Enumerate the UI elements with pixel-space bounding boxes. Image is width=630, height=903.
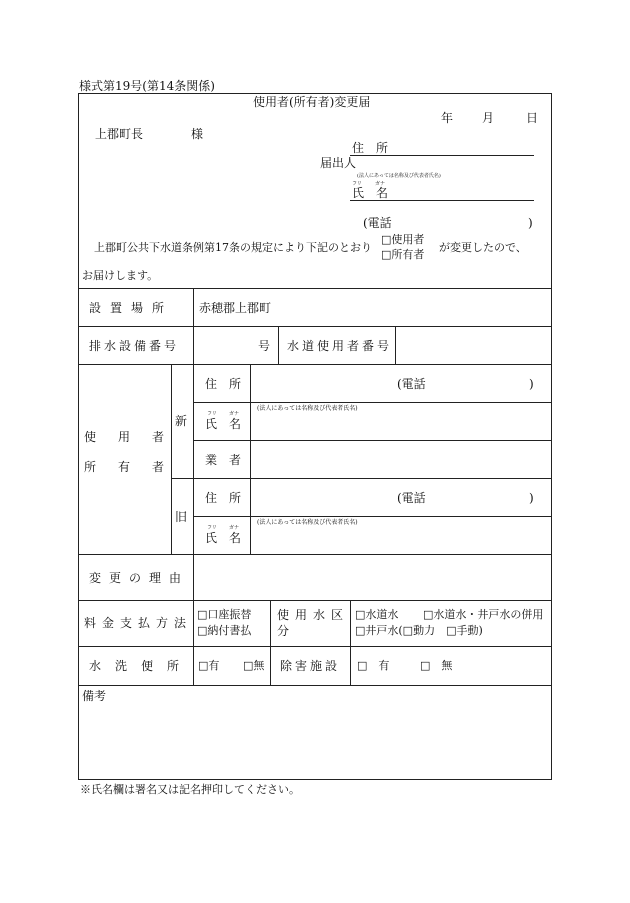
- removal-no-checkbox[interactable]: □ 無: [420, 659, 453, 672]
- location-value[interactable]: 赤穂郡上郡町: [199, 301, 272, 315]
- old-furigana-fu: フリ: [207, 525, 217, 531]
- row-line: [193, 516, 552, 517]
- row-line: [171, 478, 552, 479]
- reason-label: 変更の理由: [89, 571, 190, 585]
- col-line: [278, 326, 279, 364]
- row-line: [78, 685, 552, 686]
- usage-class-label: 使用水区: [277, 608, 350, 622]
- footnote: ※氏名欄は署名又は記名押印してください。: [80, 783, 300, 796]
- row-line: [78, 646, 552, 647]
- old-label: 旧: [175, 510, 188, 524]
- flush-toilet-label: 水洗便所: [89, 659, 194, 673]
- new-phone-label: (電話: [397, 377, 426, 391]
- new-furigana-fu: フリ: [207, 411, 217, 417]
- applicant-corp-note: (法人にあっては名称及び代表者氏名): [357, 173, 441, 179]
- user-label: 使用者: [84, 430, 187, 444]
- col-line: [350, 600, 351, 685]
- new-furigana-gana: ガナ: [229, 411, 240, 417]
- usage-tap-water-checkbox[interactable]: □水道水: [355, 608, 399, 621]
- flush-toilet-no-checkbox[interactable]: □無: [243, 659, 265, 672]
- frame-right: [551, 93, 552, 780]
- furigana-gana: ガナ: [375, 181, 386, 187]
- new-address-label: 住 所: [205, 377, 242, 391]
- old-furigana-gana: ガナ: [229, 525, 240, 531]
- usage-class-label-2: 分: [277, 624, 290, 638]
- col-line: [395, 326, 396, 364]
- applicant-label: 届出人: [320, 156, 357, 170]
- col-line: [193, 288, 194, 685]
- form-title: 使用者(所有者)変更届: [253, 95, 371, 109]
- row-line: [193, 402, 552, 403]
- removal-facility-label: 除害施設: [280, 659, 341, 673]
- col-line: [250, 364, 251, 554]
- water-user-number-label: 水道使用者番号: [287, 339, 393, 353]
- row-line: [78, 600, 552, 601]
- old-corp-note: (法人にあっては名称及び代表者氏名): [257, 519, 358, 526]
- statement-before: 上郡町公共下水道条例第17条の規定により下記のとおり: [94, 241, 372, 254]
- old-phone-label: (電話: [397, 491, 426, 505]
- form-number: 様式第19号(第14条関係): [79, 79, 215, 93]
- old-phone-close: ): [529, 491, 534, 505]
- applicant-address-label: 住 所: [352, 141, 389, 155]
- applicant-address-line[interactable]: [350, 155, 534, 156]
- row-line: [78, 288, 552, 289]
- statement-line2: お届けします。: [82, 269, 159, 282]
- col-line: [171, 364, 172, 554]
- applicant-phone-label: (電話: [363, 216, 392, 230]
- new-corp-note: (法人にあっては名称及び代表者氏名): [257, 405, 358, 412]
- option-owner-checkbox[interactable]: □所有者: [381, 248, 425, 261]
- payment-invoice-checkbox[interactable]: □納付書払: [197, 624, 252, 637]
- frame-left: [78, 93, 79, 780]
- statement-after: が変更したので、: [439, 241, 527, 254]
- option-user-checkbox[interactable]: □使用者: [381, 233, 425, 246]
- addressee-honorific: 様: [191, 127, 204, 141]
- addressee-name: 上郡町長: [95, 127, 144, 141]
- facility-number-label: 排水設備番号: [89, 339, 180, 353]
- facility-number-suffix: 号: [258, 339, 271, 353]
- business-label: 業 者: [205, 453, 242, 467]
- flush-toilet-yes-checkbox[interactable]: □有: [198, 659, 220, 672]
- row-line: [193, 440, 552, 441]
- location-label: 設置場所: [89, 301, 174, 315]
- row-line: [78, 364, 552, 365]
- removal-yes-checkbox[interactable]: □ 有: [357, 659, 390, 672]
- new-name-label: 氏 名: [205, 417, 242, 431]
- furigana-fu: フリ: [352, 181, 362, 187]
- date-month: 月: [482, 111, 495, 125]
- row-line: [78, 554, 552, 555]
- owner-label: 所有者: [84, 460, 187, 474]
- col-line: [270, 600, 271, 685]
- usage-well-water-checkbox[interactable]: □井戸水(□動力 □手動): [355, 624, 483, 637]
- new-label: 新: [175, 414, 188, 428]
- applicant-name-label: 氏 名: [352, 186, 389, 200]
- date-day: 日: [526, 111, 539, 125]
- applicant-name-line[interactable]: [350, 200, 534, 201]
- usage-combined-checkbox[interactable]: □水道水・井戸水の併用: [423, 608, 544, 621]
- date-year: 年: [441, 111, 454, 125]
- new-phone-close: ): [529, 377, 534, 391]
- payment-label: 料金支払方法: [84, 616, 193, 630]
- old-name-label: 氏 名: [205, 531, 242, 545]
- remarks-label: 備考: [82, 689, 107, 703]
- row-line: [78, 326, 552, 327]
- frame-bottom: [78, 779, 552, 780]
- old-address-label: 住 所: [205, 491, 242, 505]
- frame-top: [78, 93, 552, 94]
- payment-account-transfer-checkbox[interactable]: □口座振替: [197, 608, 252, 621]
- applicant-phone-close: ): [528, 216, 533, 230]
